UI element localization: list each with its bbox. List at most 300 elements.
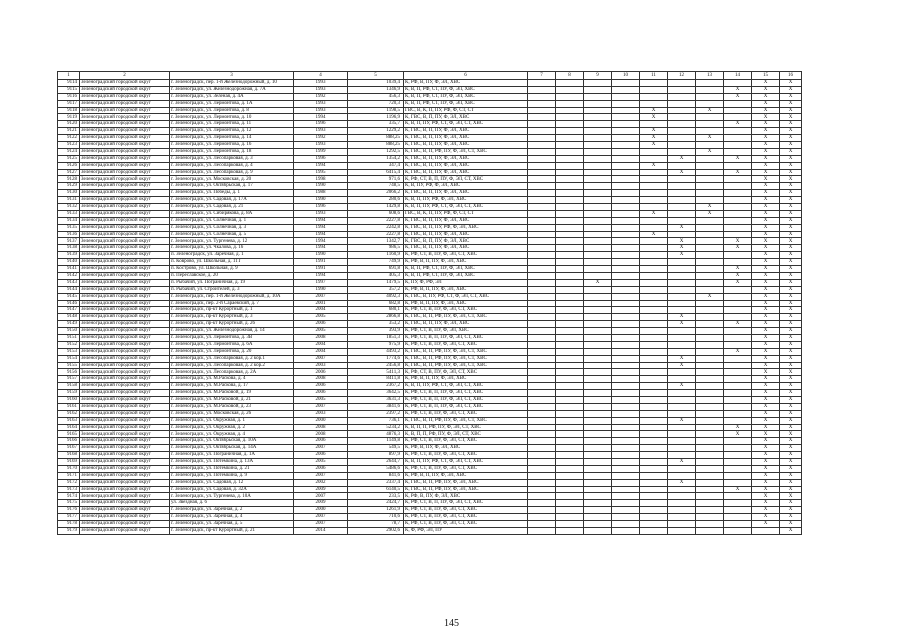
table-cell: X [752,266,780,273]
table-cell: Зеленоградский городской округ [80,128,170,135]
table-cell: К, В, П, РФ, СТ, ПУ, Ф, ЭЛ, ХВС [404,100,528,107]
table-cell [640,452,668,459]
table-cell [556,369,584,376]
table-cell: X [724,424,752,431]
table-cell [668,527,696,534]
table-cell [556,410,584,417]
column-header-6: 6 [404,72,528,80]
table-cell: К, РФ, В, П, ПУ, Ф, ЭЛ, ХВС [404,300,528,307]
table-cell: X [668,458,696,465]
table-row [58,521,802,528]
table-cell [612,162,640,169]
table-row [58,162,802,169]
table-cell [668,210,696,217]
table-cell [668,148,696,155]
table-row [58,348,802,355]
table-cell: 1994 [294,114,348,121]
table-cell [612,100,640,107]
table-cell: 1993 [294,80,348,87]
table-cell: X [752,293,780,300]
table-cell: п. Рыбачий, ул. Строителей, д. 3 [170,286,294,293]
table-cell: X [668,321,696,328]
table-cell: X [752,183,780,190]
table-cell: 986,5 [348,245,404,252]
table-cell: г. Зеленоградск, ул. Солнечная, д. 5 [170,231,294,238]
table-cell [640,252,668,259]
table-cell: 405,3 [348,272,404,279]
table-cell [612,403,640,410]
table-cell [612,293,640,300]
table-cell [668,376,696,383]
table-cell: 1996 [294,155,348,162]
table-cell [528,86,556,93]
table-cell [556,493,584,500]
table-cell: X [752,403,780,410]
table-cell [640,383,668,390]
table-cell: г. Зеленоградск, ул. Лесопарковая, д. 2 кор.2 [170,362,294,369]
table-cell: Зеленоградский городской округ [80,293,170,300]
table-cell: 9169 [58,458,80,465]
table-cell: 2002 [294,479,348,486]
table-row [58,369,802,376]
table-cell [612,314,640,321]
table-cell: 9178 [58,521,80,528]
table-row [58,252,802,259]
table-cell: X [780,438,802,445]
table-cell [612,86,640,93]
table-cell: 9123 [58,142,80,149]
document-sheet [57,71,802,535]
table-cell [584,424,612,431]
table-cell: 1993 [294,210,348,217]
table-cell [584,321,612,328]
table-cell: 1994 [294,217,348,224]
table-cell [668,142,696,149]
table-cell: 9143 [58,279,80,286]
table-cell [528,107,556,114]
table-cell [696,521,724,528]
table-cell [528,272,556,279]
table-cell: X [780,128,802,135]
table-cell: X [752,190,780,197]
table-cell [668,486,696,493]
column-header-10: 10 [612,72,640,80]
table-cell: 1229,2 [348,128,404,135]
table-cell [612,334,640,341]
table-cell: 1991 [294,259,348,266]
table-cell: 9129 [58,183,80,190]
table-cell [556,396,584,403]
table-cell [612,238,640,245]
table-cell: X [780,390,802,397]
table-cell [584,217,612,224]
table-cell: X [640,231,668,238]
table-cell: Зеленоградский городской округ [80,155,170,162]
table-cell [724,314,752,321]
table-cell: п. Переславское, д. 20 [170,272,294,279]
table-cell [668,410,696,417]
table-cell: 4876,3 [348,431,404,438]
table-cell [640,190,668,197]
table-cell [724,114,752,121]
table-cell: 9163 [58,417,80,424]
table-cell [724,369,752,376]
table-row [58,100,802,107]
table-cell: 78,7 [348,521,404,528]
table-cell [584,390,612,397]
table-cell: 2004 [294,341,348,348]
table-cell: К, ГВС, В, П, ПУ, Ф, ЭЛ, ХВС [404,245,528,252]
table-cell: 2242,8 [348,224,404,231]
table-cell: X [752,465,780,472]
table-cell: Зеленоградский городской округ [80,217,170,224]
table-cell: 9148 [58,314,80,321]
table-cell [528,135,556,142]
table-cell [528,93,556,100]
table-cell: 9121 [58,128,80,135]
table-cell [640,403,668,410]
table-cell [556,417,584,424]
table-cell: Зеленоградский городской округ [80,390,170,397]
table-cell [556,431,584,438]
table-cell: X [780,266,802,273]
table-cell: К, В, П, ПУ, РФ, СТ, Ф, ЭЛ, СТ, ХВС [404,121,528,128]
table-cell: К, РФ, СТ, В, ПУ, Ф, ЭЛ, СТ, ХВС [404,514,528,521]
table-cell [556,424,584,431]
table-cell [528,279,556,286]
table-cell [584,293,612,300]
table-cell [724,183,752,190]
table-cell [612,355,640,362]
table-cell: 9177 [58,514,80,521]
table-cell: 748,5 [348,183,404,190]
table-cell: X [752,107,780,114]
table-cell: 888,25 [348,142,404,149]
table-cell [724,452,752,459]
table-row [58,403,802,410]
table-cell: Зеленоградский городской округ [80,100,170,107]
table-cell: 1993 [294,142,348,149]
table-cell: К, РФ, СТ, В, ПУ, Ф, ЭЛ, СТ, ХВС [404,307,528,314]
table-cell [724,328,752,335]
table-cell [528,500,556,507]
table-cell [584,300,612,307]
column-header-5: 5 [348,72,404,80]
table-cell: X [752,128,780,135]
table-cell: 9167 [58,445,80,452]
table-cell: X [780,527,802,534]
table-row [58,197,802,204]
table-cell: г. Зеленоградск, ул. Садовая, д. 21 [170,204,294,211]
table-cell [612,224,640,231]
table-cell: X [696,293,724,300]
table-cell: X [780,521,802,528]
table-cell: ул. Звездная, д. 6 [170,500,294,507]
table-row [58,279,802,286]
table-cell: X [752,259,780,266]
table-cell [640,341,668,348]
table-cell: г. Зеленоградск, ул. Лермонтова, д. 6А [170,341,294,348]
table-cell: X [724,272,752,279]
table-cell: X [780,114,802,121]
table-cell: 5411,3 [348,369,404,376]
table-cell [640,424,668,431]
table-cell [640,493,668,500]
table-cell [640,100,668,107]
table-cell: X [780,176,802,183]
table-cell: X [752,341,780,348]
table-cell [528,176,556,183]
table-cell [696,80,724,87]
table-row [58,424,802,431]
table-cell: 680,1 [348,307,404,314]
table-row [58,86,802,93]
table-cell: X [780,300,802,307]
table-cell: Зеленоградский городской округ [80,231,170,238]
table-cell: Зеленоградский городской округ [80,300,170,307]
table-cell [696,238,724,245]
table-cell: X [780,252,802,259]
table-cell: 335,7 [348,121,404,128]
table-cell [528,438,556,445]
table-cell [612,500,640,507]
table-cell: г. Зеленоградск, ул. Лермонтова, д. 3В [170,334,294,341]
table-cell [640,369,668,376]
table-cell: 9145 [58,293,80,300]
table-cell [696,445,724,452]
table-cell: X [668,224,696,231]
table-cell [668,100,696,107]
table-row [58,293,802,300]
table-cell: 9126 [58,162,80,169]
table-cell [556,341,584,348]
table-cell: 2009 [294,500,348,507]
table-cell: X [668,155,696,162]
table-cell: Зеленоградский городской округ [80,142,170,149]
table-cell [528,183,556,190]
table-cell [584,438,612,445]
table-cell [612,107,640,114]
table-cell [640,86,668,93]
table-row [58,328,802,335]
table-cell: г. Зеленоградск, ул. Московская, д. 20 [170,176,294,183]
table-cell [612,80,640,87]
table-cell: К, ГВС, В, П, ПУ, Ф, ЭЛ, ХВС [404,238,528,245]
table-cell [696,410,724,417]
table-cell [640,410,668,417]
table-cell: X [668,417,696,424]
table-cell [724,197,752,204]
table-cell: X [780,93,802,100]
table-cell: 2008 [294,431,348,438]
table-cell: К, РФ, СТ, В, ПУ, Ф, ЭЛ, СТ, ХВС [404,341,528,348]
table-cell: К, ГВС, В, П, РФ, ПУ, Ф, ЭЛ, СТ, ХВС [404,348,528,355]
table-cell: X [752,486,780,493]
table-cell [724,252,752,259]
table-cell [584,238,612,245]
table-cell [640,445,668,452]
table-cell [724,334,752,341]
table-cell [696,279,724,286]
table-row [58,507,802,514]
table-cell [556,383,584,390]
table-cell [696,376,724,383]
table-cell: г. Зеленоградск, пер. 1-й Железнодорожный, д. 10 [170,80,294,87]
table-cell [640,396,668,403]
table-cell [584,272,612,279]
table-cell: X [752,500,780,507]
table-cell [528,424,556,431]
table-cell [556,217,584,224]
table-cell: X [696,210,724,217]
table-cell: 9120 [58,121,80,128]
table-cell [584,307,612,314]
table-cell: г. Зеленоградск, пер. 2-й Сараевский, д. 7 [170,300,294,307]
table-cell [696,128,724,135]
table-cell: К, РФ, В, ПУ, Ф, ЭЛ, ХВС [404,80,528,87]
table-cell: X [752,162,780,169]
table-cell: 2004 [294,307,348,314]
table-cell [556,245,584,252]
table-cell [696,321,724,328]
table-cell: X [724,348,752,355]
table-cell [640,272,668,279]
table-cell: 2005 [294,396,348,403]
table-cell [640,321,668,328]
table-cell [724,507,752,514]
table-cell: X [752,100,780,107]
table-cell: 9151 [58,334,80,341]
table-row [58,479,802,486]
table-cell: 1342,7 [348,238,404,245]
table-cell [696,176,724,183]
table-cell [696,527,724,534]
table-cell: 1196,9 [348,114,404,121]
table-cell: Зеленоградский городской округ [80,245,170,252]
table-cell [668,190,696,197]
table-cell [528,334,556,341]
table-cell: X [752,445,780,452]
table-cell: 1994 [294,238,348,245]
table-cell [668,93,696,100]
table-cell: X [752,355,780,362]
table-cell: 2006 [294,390,348,397]
table-cell [640,376,668,383]
table-cell [640,155,668,162]
table-row [58,390,802,397]
table-cell [696,348,724,355]
table-row [58,107,802,114]
table-cell: г. Зеленоградск, ул. Лермонтова, д. 11 [170,121,294,128]
table-cell [584,210,612,217]
table-cell [696,390,724,397]
table-cell: X [724,266,752,273]
table-cell: 2006 [294,465,348,472]
table-cell [528,100,556,107]
table-row [58,210,802,217]
table-cell: X [696,204,724,211]
table-cell: Зеленоградский городской округ [80,169,170,176]
table-cell: X [752,114,780,121]
table-cell: 6415,4 [348,169,404,176]
table-row [58,307,802,314]
table-cell: К, РФ, СТ, В, ПУ, Ф, ЭЛ, СТ, ХВС [404,438,528,445]
table-cell: X [780,169,802,176]
table-cell [584,155,612,162]
table-cell [612,493,640,500]
table-cell: 4493,2 [348,348,404,355]
table-row [58,355,802,362]
table-cell [556,486,584,493]
table-cell: 1997 [294,279,348,286]
table-row [58,259,802,266]
table-cell [696,452,724,459]
table-cell [696,272,724,279]
table-cell [528,300,556,307]
table-cell: X [780,86,802,93]
table-cell: 1996 [294,204,348,211]
table-cell: г. Зеленоградск, ул. Лермонтова, д. 20 [170,348,294,355]
table-cell: 736,1 [348,417,404,424]
table-cell: г. Зеленоградск, ул. Потемкина, д. 21 [170,465,294,472]
table-cell: 2000 [294,507,348,514]
table-cell: 8411,8 [348,376,404,383]
table-cell: 1261,9 [348,507,404,514]
table-cell: 2006 [294,383,348,390]
table-cell [556,314,584,321]
table-cell [696,328,724,335]
table-cell [696,100,724,107]
table-cell: X [752,514,780,521]
table-cell: X [780,362,802,369]
table-cell: X [752,431,780,438]
table-cell [696,369,724,376]
table-cell: 1994 [294,224,348,231]
table-cell [724,286,752,293]
table-cell [724,162,752,169]
table-cell: X [752,314,780,321]
table-cell: 1346,9 [348,86,404,93]
table-row [58,417,802,424]
table-row [58,362,802,369]
table-cell [696,162,724,169]
table-cell: 2005 [294,314,348,321]
table-cell: 1991 [294,266,348,273]
table-cell [556,514,584,521]
table-cell: X [752,362,780,369]
table-cell: 9122 [58,135,80,142]
table-cell: X [780,279,802,286]
column-header-1: 1 [58,72,80,80]
table-cell: 353,2 [348,321,404,328]
table-cell [724,396,752,403]
table-cell: г. Зеленоградск, ул. Лесопарковая, д. 4 [170,162,294,169]
table-cell: К, В, П, РФ, СТ, ПУ, Ф, ЭЛ, ХВС [404,266,528,273]
table-cell [528,348,556,355]
table-cell [612,300,640,307]
table-cell: К, ГВС, В, П, ПУ, Ф, ЭЛ, ХВС [404,190,528,197]
table-cell: 3631,3 [348,396,404,403]
table-cell: п. Кострово, ул. Школьная, д. 9 [170,266,294,273]
table-cell [528,479,556,486]
table-cell [668,507,696,514]
table-cell: X [724,321,752,328]
table-cell: X [752,390,780,397]
table-cell: 9118 [58,107,80,114]
table-cell: г. Зеленоградск, ул. Октябрьская, д. 17 [170,183,294,190]
table-cell: г. Зеленоградск, ул. Потемкина, д. 9 [170,472,294,479]
table-cell: X [640,210,668,217]
